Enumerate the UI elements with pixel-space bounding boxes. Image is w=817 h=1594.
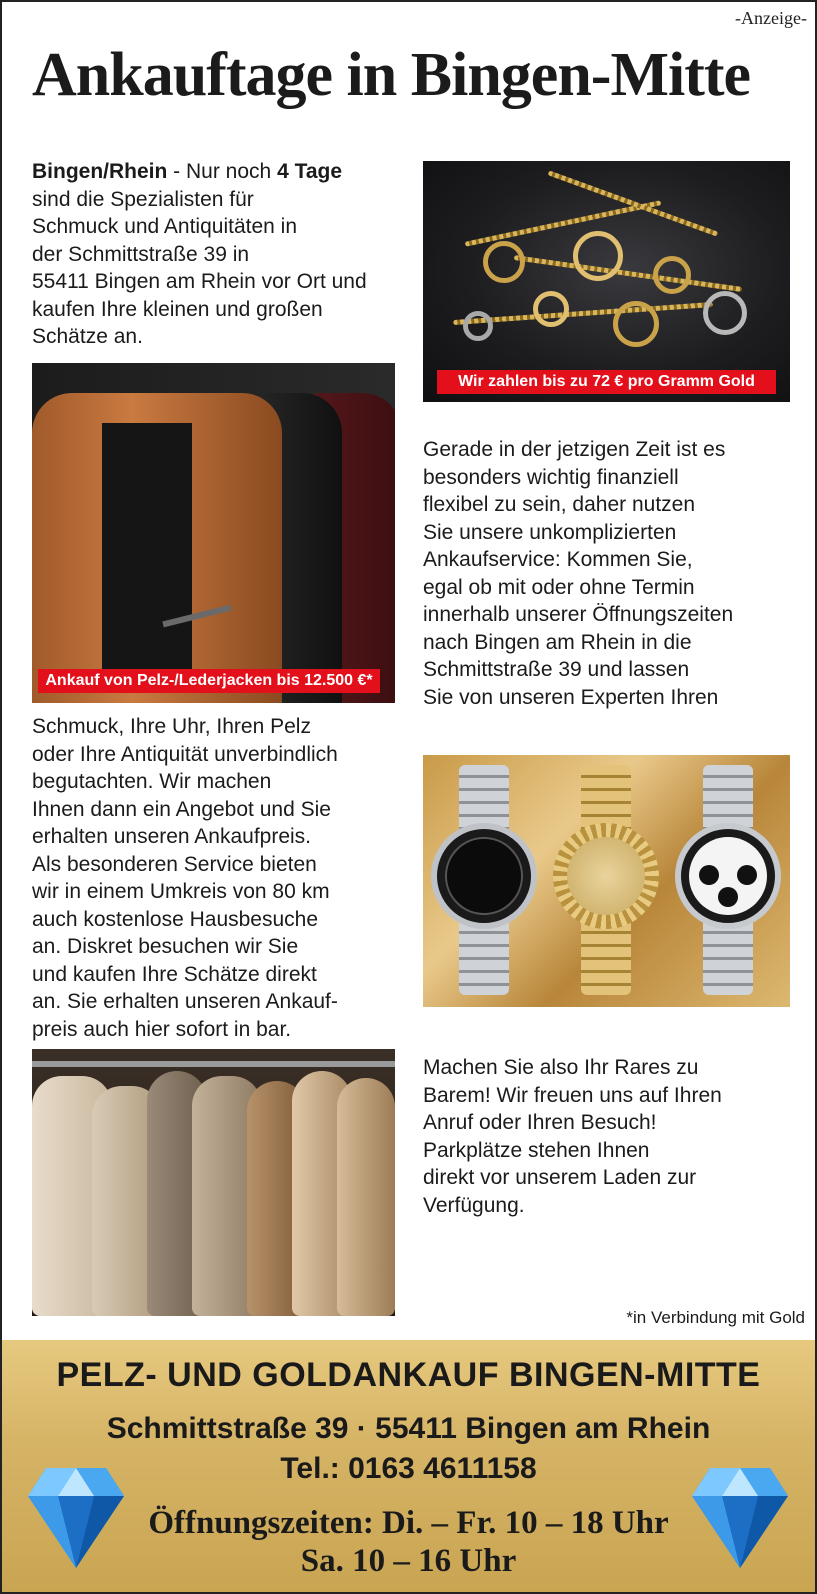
service-line: Ankaufservice: Kommen Sie, — [423, 548, 693, 571]
appraisal-line: Als besonderen Service bieten — [32, 852, 317, 876]
company-name: PELZ- UND GOLDANKAUF BINGEN-MITTE — [56, 1356, 761, 1394]
opening-hours-saturday: Sa. 10 – 16 Uhr — [300, 1543, 517, 1579]
gold-price-caption: Wir zahlen bis zu 72 € pro Gramm Gold — [437, 370, 776, 394]
appraisal-line: Ihnen dann ein Angebot und Sie — [32, 797, 331, 821]
service-line: Sie unsere unkomplizierten — [423, 520, 677, 544]
address: Schmittstraße 39 · 55411 Bingen am Rhein — [106, 1412, 711, 1445]
closing-line: direkt vor unserem Laden zur — [423, 1166, 697, 1189]
ad-label: -Anzeige- — [735, 8, 807, 28]
intro-line: Schmuck und Antiquitäten in — [32, 215, 298, 238]
appraisal-line: oder Ihre Antiquität unverbindlich — [32, 742, 338, 766]
closing-line: Barem! Wir freuen uns auf Ihren — [423, 1083, 722, 1107]
contact-footer — [2, 1340, 815, 1592]
headline: Ankauftage in Bingen-Mitte — [32, 41, 750, 109]
diamond-icon — [28, 1460, 124, 1570]
jackets-price-caption: Ankauf von Pelz-/Lederjacken bis 12.500 €* — [38, 669, 380, 693]
service-line: innerhalb unserer Öffnungszeiten — [423, 603, 734, 626]
intro-days: 4 Tage — [277, 160, 343, 183]
intro-lead: - Nur noch — [167, 160, 278, 183]
leather-jackets-photo — [32, 363, 395, 703]
appraisal-line: begutachten. Wir machen — [32, 770, 272, 793]
closing-line: Anruf oder Ihren Besuch! — [423, 1111, 657, 1134]
service-line: nach Bingen am Rhein in die — [423, 630, 692, 654]
intro-line: der Schmittstraße 39 in — [32, 242, 250, 266]
gold-jewelry-photo — [423, 161, 790, 402]
appraisal-line: preis auch hier sofort in bar. — [32, 1017, 292, 1041]
footnote: *in Verbindung mit Gold — [626, 1308, 805, 1327]
service-line: Schmittstraße 39 und lassen — [423, 658, 690, 681]
appraisal-line: erhalten unseren Ankaufpreis. — [32, 825, 312, 848]
intro-line: kaufen Ihre kleinen und großen — [32, 297, 323, 321]
service-line: Sie von unseren Experten Ihren — [423, 685, 719, 709]
diamond-icon — [692, 1460, 788, 1570]
service-line: flexibel zu sein, daher nutzen — [423, 493, 696, 516]
intro-line: Schätze an. — [32, 325, 143, 348]
closing-text — [423, 1054, 803, 1219]
service-line: besonders wichtig finanziell — [423, 465, 679, 489]
phone-number: Tel.: 0163 4611158 — [280, 1452, 537, 1485]
intro-line: sind die Spezialisten für — [32, 187, 254, 211]
intro-place: Bingen/Rhein — [32, 160, 168, 183]
intro-line-0 — [32, 158, 412, 186]
appraisal-line: auch kostenlose Hausbesuche — [32, 907, 319, 931]
service-line: egal ob mit oder ohne Termin — [423, 575, 695, 599]
appraisal-line: Schmuck, Ihre Uhr, Ihren Pelz — [32, 715, 311, 738]
closing-line: Verfügung. — [423, 1193, 525, 1217]
service-line: Gerade in der jetzigen Zeit ist es — [423, 438, 726, 461]
intro-text — [32, 158, 412, 351]
luxury-watches-photo — [423, 755, 790, 1007]
appraisal-line: und kaufen Ihre Schätze direkt — [32, 962, 317, 986]
fur-coats-photo — [32, 1049, 395, 1316]
closing-line: Parkplätze stehen Ihnen — [423, 1138, 650, 1162]
appraisal-line: wir in einem Umkreis von 80 km — [32, 880, 330, 903]
service-text — [423, 436, 803, 711]
intro-line: 55411 Bingen am Rhein vor Ort und — [32, 270, 367, 293]
closing-line: Machen Sie also Ihr Rares zu — [423, 1056, 699, 1079]
opening-hours-weekday: Öffnungszeiten: Di. – Fr. 10 – 18 Uhr — [148, 1505, 669, 1541]
appraisal-line: an. Diskret besuchen wir Sie — [32, 935, 299, 958]
appraisal-text — [32, 713, 412, 1043]
appraisal-line: an. Sie erhalten unseren Ankauf- — [32, 990, 338, 1013]
